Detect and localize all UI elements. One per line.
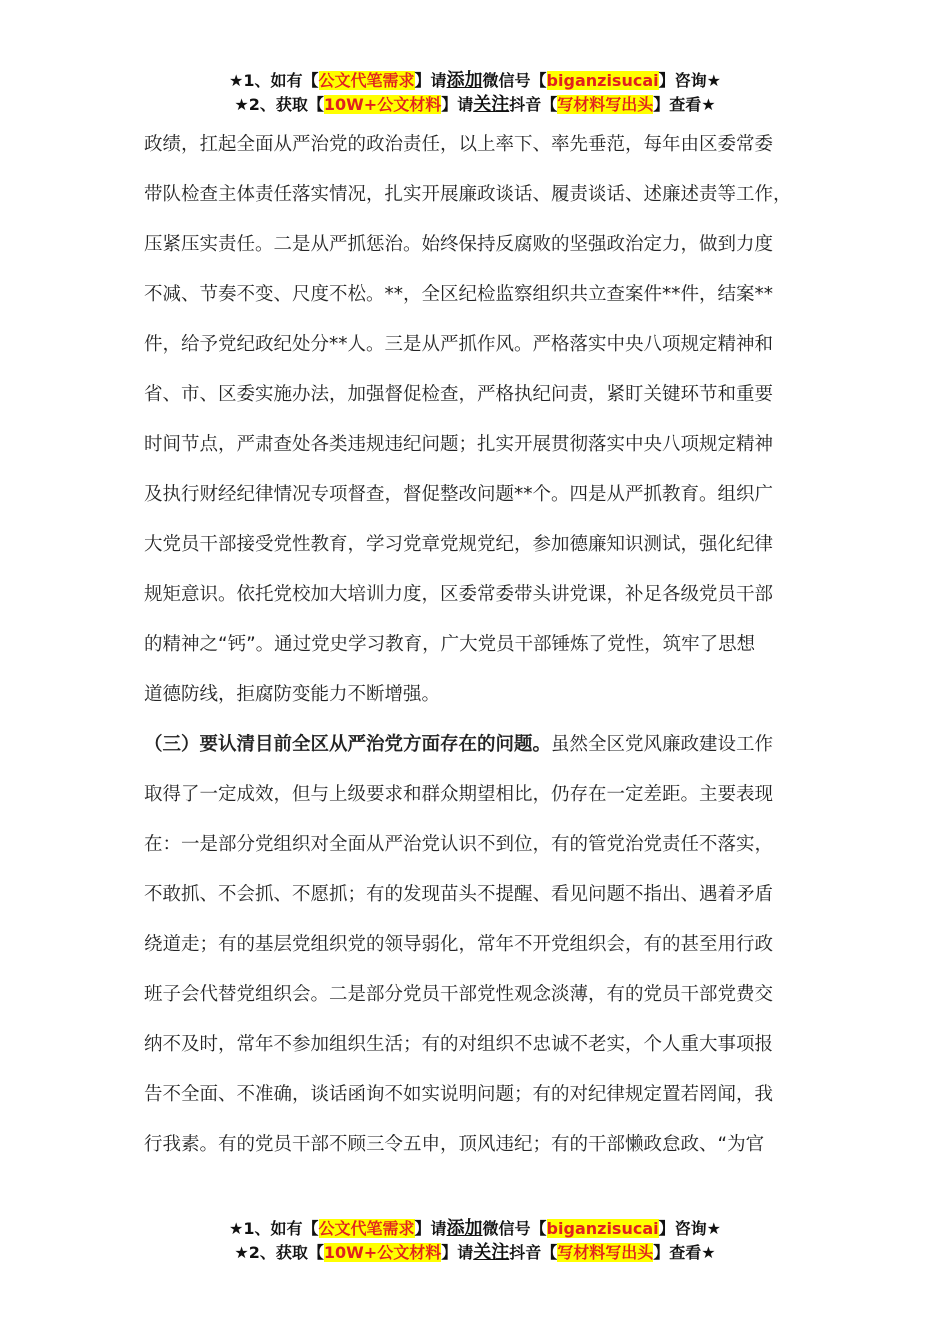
body-line: 取得了一定成效，但与上级要求和群众期望相比，仍存在一定差距。主要表现 <box>144 784 774 805</box>
heading-continuation: 虽然全区党风廉政建设工作 <box>551 734 774 755</box>
promo-line-1: ★1、如有【公文代笔需求】请添加微信号【biganzisucai】咨询★ <box>229 70 721 91</box>
section-heading: （三）要认清目前全区从严治党方面存在的问题。 <box>144 734 552 755</box>
body-line: 告不全面、不准确，谈话函询不如实说明问题；有的对纪律规定置若罔闻，我 <box>144 1084 774 1105</box>
body-line: 省、市、区委实施办法，加强督促检查，严格执纪问责，紧盯关键环节和重要 <box>144 384 774 405</box>
promo-line-1: ★1、如有【公文代笔需求】请添加微信号【biganzisucai】咨询★ <box>229 1218 721 1239</box>
body-line: 及执行财经纪律情况专项督查，督促整改问题**个。四是从严抓教育。组织广 <box>144 484 774 505</box>
body-line: 绕道走；有的基层党组织党的领导弱化，常年不开党组织会，有的甚至用行政 <box>144 934 774 955</box>
body-line: 规矩意识。依托党校加大培训力度，区委常委带头讲党课，补足各级党员干部 <box>144 584 774 605</box>
body-line: 压紧压实责任。二是从严抓惩治。始终保持反腐败的坚强政治定力，做到力度 <box>144 234 774 255</box>
body-line: 不减、节奏不变、尺度不松。**，全区纪检监察组织共立查案件**件，结案** <box>144 284 774 305</box>
body-line: 行我素。有的党员干部不顾三令五申，顶风违纪；有的干部懒政怠政、“为官 <box>144 1134 765 1155</box>
body-line: 不敢抓、不会抓、不愿抓；有的发现苗头不提醒、看见问题不指出、遇着矛盾 <box>144 884 774 905</box>
promo-line-2: ★2、获取【10W+公文材料】请关注抖音【写材料写出头】查看★ <box>234 1242 716 1263</box>
body-line: 件，给予党纪政纪处分**人。三是从严抓作风。严格落实中央八项规定精神和 <box>144 334 774 355</box>
body-line: 在：一是部分党组织对全面从严治党认识不到位，有的管党治党责任不落实， <box>144 834 774 855</box>
body-line: 道德防线，拒腐防变能力不断增强。 <box>144 684 441 705</box>
body-line: 班子会代替党组织会。二是部分党员干部党性观念淡薄，有的党员干部党费交 <box>144 984 774 1005</box>
body-line: 带队检查主体责任落实情况，扎实开展廉政谈话、履责谈话、述廉述责等工作， <box>144 184 792 205</box>
body-line: 的精神之“钙”。通过党史学习教育，广大党员干部锤炼了党性，筑牢了思想 <box>144 634 756 655</box>
promo-banner-bottom <box>0 1217 950 1265</box>
promo-line-2: ★2、获取【10W+公文材料】请关注抖音【写材料写出头】查看★ <box>234 94 716 115</box>
body-line: 时间节点，严肃查处各类违规违纪问题；扎实开展贯彻落实中央八项规定精神 <box>144 434 774 455</box>
promo-banner-top <box>0 69 950 117</box>
body-line: 政绩，扛起全面从严治党的政治责任，以上率下、率先垂范，每年由区委常委 <box>144 134 774 155</box>
body-line: 大党员干部接受党性教育，学习党章党规党纪，参加德廉知识测试，强化纪律 <box>144 534 774 555</box>
section-heading-line <box>144 720 814 770</box>
document-body <box>144 120 814 1170</box>
body-line: 纳不及时，常年不参加组织生活；有的对组织不忠诚不老实，个人重大事项报 <box>144 1034 774 1055</box>
